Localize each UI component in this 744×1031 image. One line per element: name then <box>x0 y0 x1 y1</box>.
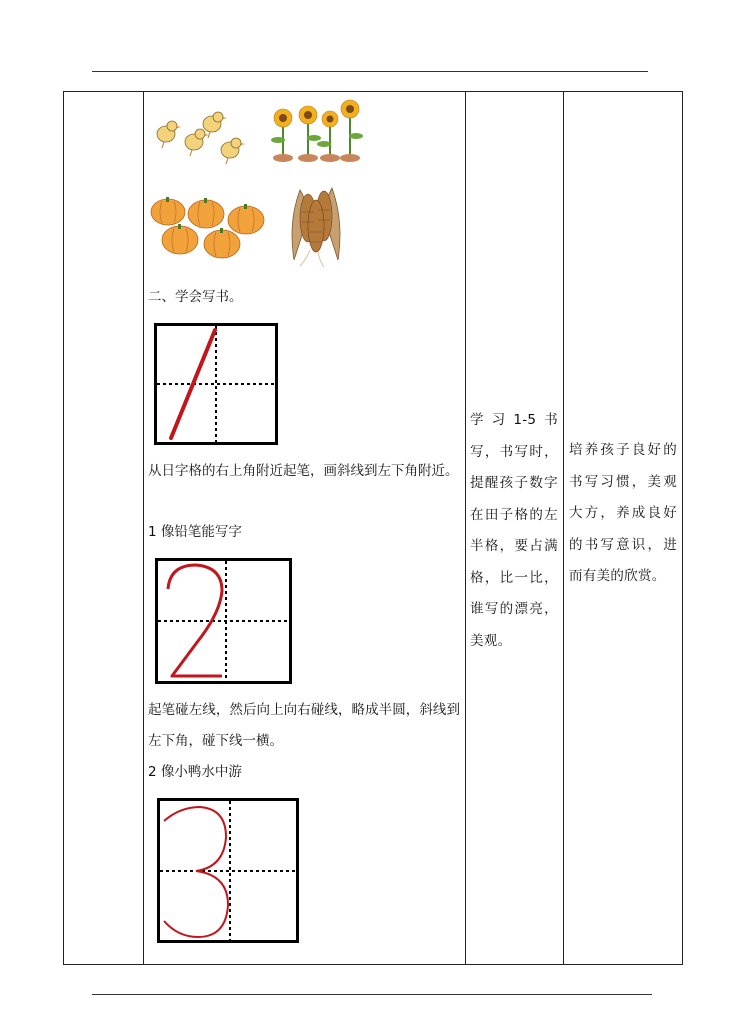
sunflowers-image <box>268 98 366 166</box>
digit-3-heading: 2 像小鸭水中游 <box>148 764 242 780</box>
corn-image <box>280 182 352 268</box>
column-divider-1 <box>143 92 144 964</box>
step1-description: 从日字格的右上角附近起笔，画斜线到左下角附近。 <box>148 463 459 479</box>
column-divider-2 <box>465 92 466 964</box>
section-title: 二、学会写书。 <box>148 289 243 305</box>
writing-grid-2 <box>155 558 292 684</box>
design-intent-text: 培养孩子良好的书写习惯，美观大方，养成良好的书写意识，进而有美的欣赏。 <box>569 442 677 584</box>
header-rule <box>92 71 648 72</box>
pumpkins-image <box>148 192 268 262</box>
chicks-image <box>150 108 250 166</box>
student-activity-text: 学习1-5书写，书写时，提醒孩子数字在田子格的左半格，要占满格，比一比，谁写的漂亮，美观。 <box>470 412 558 649</box>
column-divider-3 <box>563 92 564 964</box>
digit-2-heading: 1 像铅笔能写字 <box>148 524 242 540</box>
writing-grid-1 <box>154 323 278 445</box>
writing-grid-3 <box>157 798 299 943</box>
digit-2-description: 起笔碰左线，然后向上向右碰线，略成半圆，斜线到左下角，碰下线一横。 <box>148 702 460 749</box>
footer-rule <box>92 994 652 995</box>
